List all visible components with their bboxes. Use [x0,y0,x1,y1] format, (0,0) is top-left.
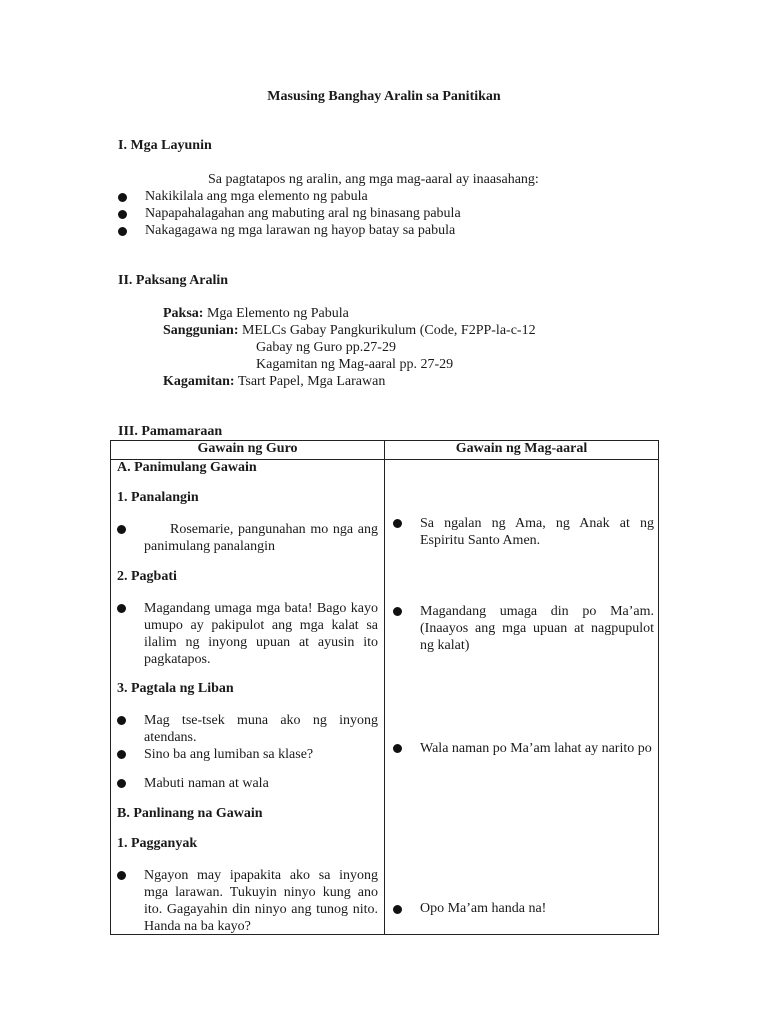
layunin-item-text: Napapahalagahan ang mabuting aral ng binasang pabula [145,206,461,221]
bullet-icon [118,210,127,219]
kagamitan-value: Tsart Papel, Mga Larawan [237,374,386,389]
paksa-row [163,306,349,322]
pagganyak-guro-text: Ngayon may ipapakita ako sa inyong mga larawan. Tukuyin ninyo kung ano ito. Gagayahin din ninyo ang tunog nito. Handa na ba kayo? [144,868,378,934]
bullet-icon [117,871,126,880]
mag-aaral-cell [385,460,659,935]
bullet-icon [118,227,127,236]
pamamaraan-table [110,440,659,935]
guro-cell [111,460,385,935]
pagganyak-mag-aaral-text: Opo Ma’am handa na! [420,901,547,916]
bullet-icon [117,779,126,788]
sanggunian-label: Sanggunian: [163,323,239,338]
kagamitan-row [163,374,385,390]
table-row [111,460,659,935]
bullet-icon [393,607,402,616]
layunin-heading: I. Mga Layunin [118,138,212,153]
layunin-intro: Sa pagtatapos ng aralin, ang mga mag-aaral ay inaasahang: [208,172,539,187]
section-b-heading: B. Panlinang na Gawain [117,806,263,821]
paksa-value: Mga Elemento ng Pabula [206,306,349,321]
pamamaraan-heading: III. Pamamaraan [118,424,223,439]
pagtala-guro-item: Mabuti naman at wala [144,776,269,791]
bullet-icon [393,744,402,753]
bullet-icon [118,193,127,202]
pagtala-guro-item: Sino ba ang lumiban sa klase? [144,747,314,762]
panalangin-guro-text: Rosemarie, pangunahan mo nga ang panimulang panalangin [144,522,378,554]
bullet-icon [117,525,126,534]
document-title: Masusing Banghay Aralin sa Panitikan [267,89,501,104]
section-a-heading: A. Panimulang Gawain [117,460,257,475]
pagtala-guro-item: Mag tse-tsek muna ako ng inyong atendans. [144,713,378,745]
pagbati-guro-text: Magandang umaga mga bata! Bago kayo umupo ay pakipulot ang mga kalat sa ilalim ng inyong upuan at ayusin ito pagkatapos. [144,601,378,667]
bullet-icon [117,716,126,725]
sanggunian-line: Gabay ng Guro pp.27-29 [256,340,396,355]
pagbati-heading: 2. Pagbati [117,569,177,584]
pagtala-mag-aaral-text: Wala naman po Ma’am lahat ay narito po [420,741,652,756]
bullet-icon [393,905,402,914]
pagbati-mag-aaral-text: Magandang umaga din po Ma’am. (Inaayos ang mga upuan at nagpupulot ng kalat) [420,604,654,653]
panalangin-mag-aaral-text: Sa ngalan ng Ama, ng Anak at ng Espiritu Santo Amen. [420,516,654,548]
pagganyak-heading: 1. Pagganyak [117,836,198,851]
bullet-icon [117,604,126,613]
bullet-icon [393,519,402,528]
bullet-icon [117,750,126,759]
layunin-item-text: Nakagagawa ng mga larawan ng hayop batay sa pabula [145,223,456,238]
sanggunian-row [163,323,536,339]
panalangin-heading: 1. Panalangin [117,490,199,505]
paksa-label: Paksa: [163,306,204,321]
paksang-aralin-heading: II. Paksang Aralin [118,273,229,288]
pagtala-heading: 3. Pagtala ng Liban [117,681,234,696]
kagamitan-label: Kagamitan: [163,374,235,389]
sanggunian-line: MELCs Gabay Pangkurikulum (Code, F2PP-la-c-12 [241,323,536,338]
sanggunian-line: Kagamitan ng Mag-aaral pp. 27-29 [256,357,454,372]
layunin-item-text: Nakikilala ang mga elemento ng pabula [145,189,368,204]
table-header-row [111,441,659,460]
col-mag-aaral-header: Gawain ng Mag-aaral [385,441,659,460]
col-guro-header: Gawain ng Guro [111,441,385,460]
